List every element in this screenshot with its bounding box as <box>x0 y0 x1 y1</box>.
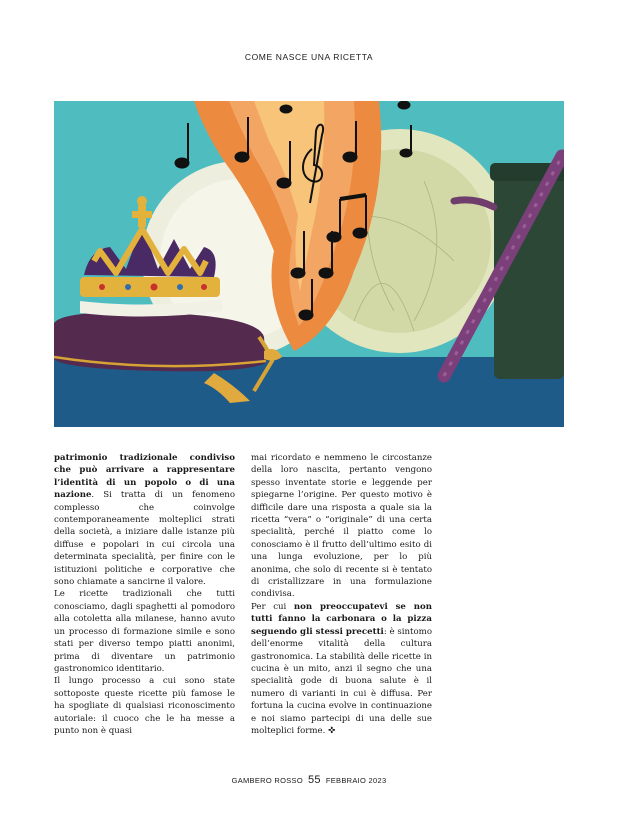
bold-highlight: non preoccupatevi se non tutti fanno la carbonara o la pizza seguendo gli stessi precetti <box>251 601 432 637</box>
paragraph: Le ricette tradizionali che tutti conosciamo, dagli spaghetti al pomodoro alla cotoletta alla milanese, hanno avuto un processo di formazione simile e sono stati per diverso tempo piatti anonimi, prima di diventare un patrimonio gastronomico identitario. <box>54 589 235 674</box>
paragraph: Il lungo processo a cui sono state sottoposte queste ricette più famose le ha spogliate di qualsiasi riconoscimento autoriale: il cuoco che le ha messe a punto non è quasi <box>54 676 235 736</box>
page-number: 55 <box>307 774 321 786</box>
paragraph <box>251 601 432 737</box>
paragraph <box>54 452 235 588</box>
bold-lead: patrimonio tradizionale condiviso che può arrivare a rappresentare l’identità di un popolo o di una nazione <box>54 453 235 501</box>
end-mark-icon: ✜ <box>328 725 336 736</box>
paragraph: mai ricordato e nemmeno le circostanze della loro nascita, pertanto vengono spesso inventate storie e leggende per spiegarne l’origine. Per questo motivo è difficile dare una risposta a quale sia la ricetta “vera” o “originale” di una certa specialità, perché il piatto come lo conosciamo è il frutto dell’ultimo esito di una lunga evoluzione, per lo più anonima, che solo di recente si è tentato di cristallizzare in una formulazione condivisa. <box>251 453 432 600</box>
paragraph-text: . Si tratta di un fenomeno complesso che coinvolge contemporaneamente molteplici strati della società, a iniziare dalle istanze più diffuse e popolari in cui circola una determinata specialità, per finire con le istituzioni politiche e corporative che sono chiamate a sancirne il valore. <box>54 490 235 588</box>
page-footer <box>0 774 618 786</box>
issue-date: FEBBRAIO 2023 <box>325 776 387 785</box>
magazine-name: GAMBERO ROSSO <box>231 776 303 785</box>
running-title: COME NASCE UNA RICETTA <box>244 52 374 62</box>
text-column-left <box>54 452 235 737</box>
paragraph-text: : è sintomo dell’enorme vitalità della cultura gastronomica. La stabilità delle ricette in cucina è un mito, anzi il segno che una specialità gode di buona salute è il numero di varianti in cui è diffusa. Per fortuna la cucina evolve in continuazione e noi siamo partecipi di una delle sue molteplici forme. <box>251 626 432 736</box>
text-column-right <box>251 452 432 737</box>
illustration-crown-music-plates <box>54 101 564 427</box>
paragraph-lead: Per cui <box>251 601 294 612</box>
